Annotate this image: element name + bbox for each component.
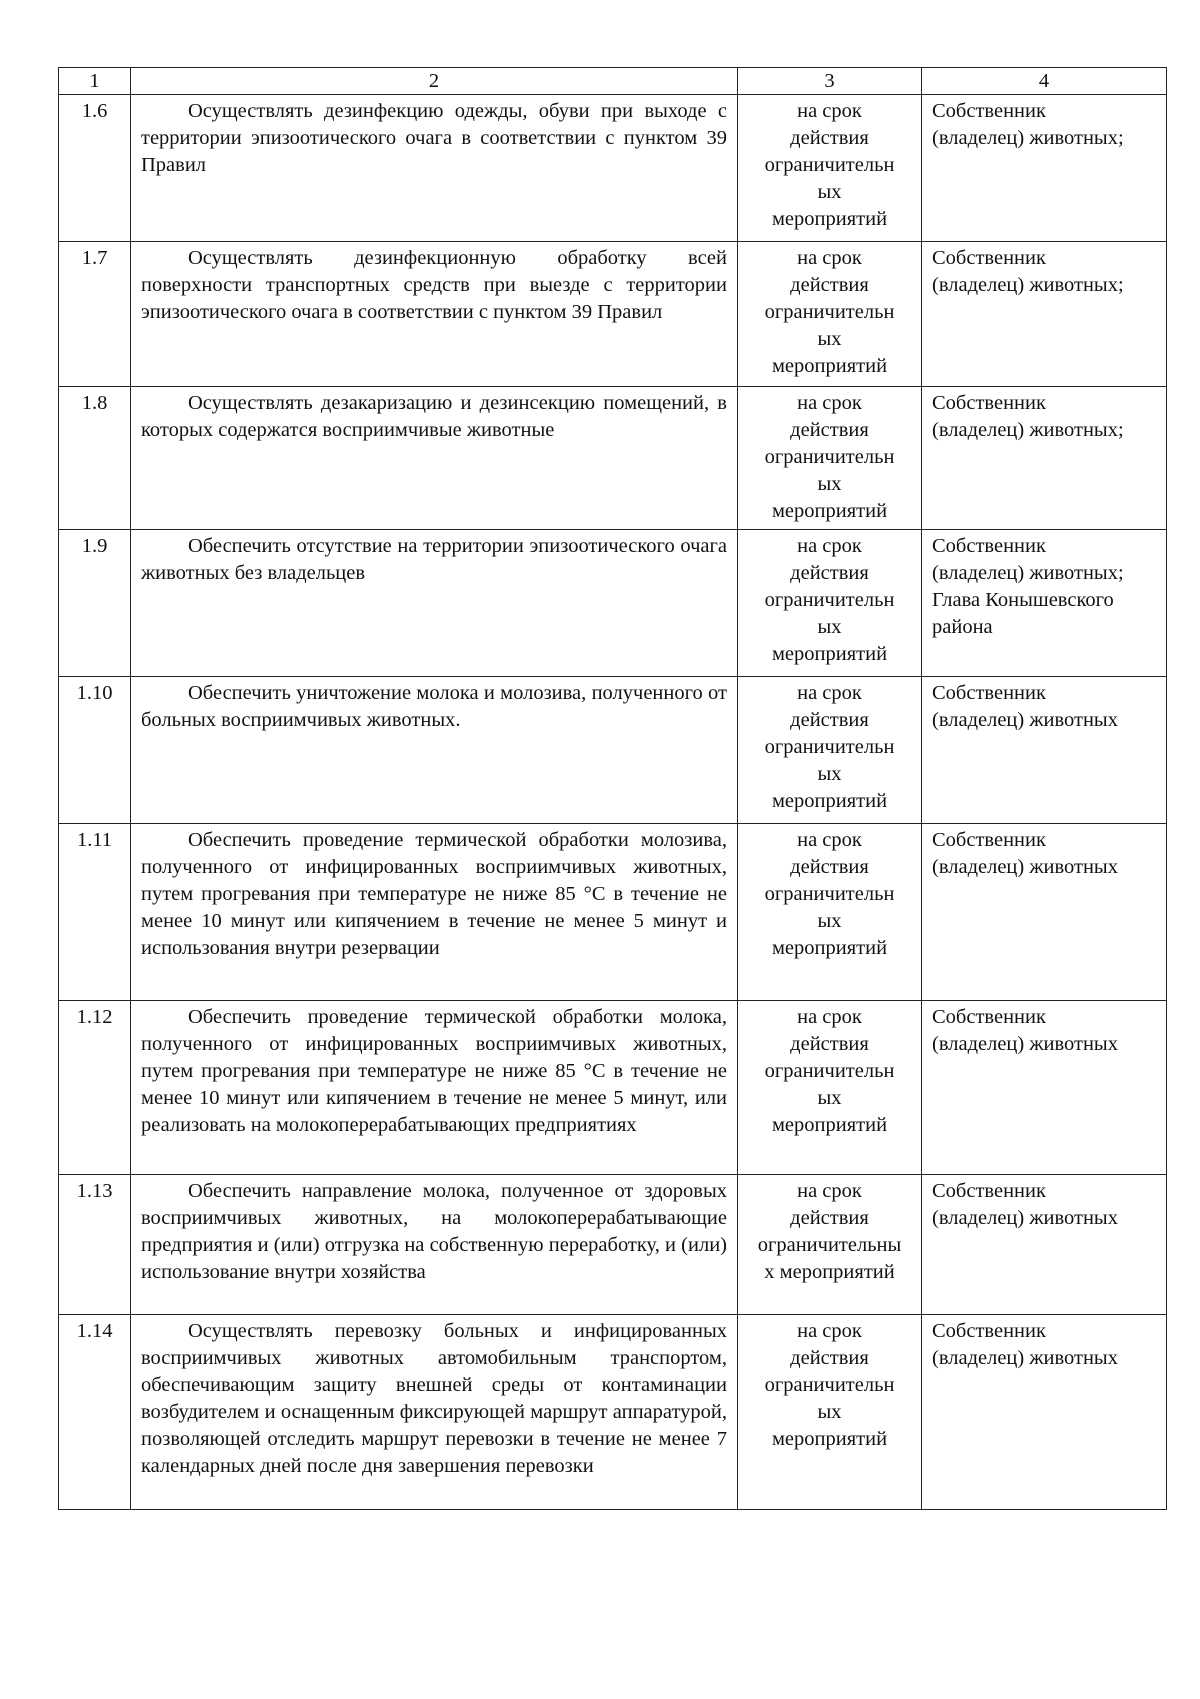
table-row: [59, 530, 1167, 677]
document-page: [58, 67, 1166, 1510]
responsible-line: (владелец) животных: [932, 1347, 1118, 1369]
row-number: 1.10: [59, 677, 131, 824]
term-line: ограничительн: [764, 736, 895, 758]
term-line: на срок: [797, 535, 862, 557]
responsible-cell: [922, 1001, 1167, 1175]
responsible-cell: [922, 1175, 1167, 1315]
term-line: ограничительн: [764, 589, 895, 611]
responsible-cell: [922, 530, 1167, 677]
responsible-line: Собственник: [932, 1180, 1046, 1202]
term-line: действия: [790, 419, 869, 441]
term-line: ых: [817, 616, 842, 638]
responsible-cell: [922, 1315, 1167, 1510]
term-line: ых: [817, 328, 842, 350]
responsible-line: (владелец) животных;: [932, 562, 1124, 584]
table-row: [59, 387, 1167, 530]
responsible-line: (владелец) животных: [932, 856, 1118, 878]
term-cell: [738, 1001, 922, 1175]
responsible-line: (владелец) животных: [932, 1207, 1118, 1229]
term-line: на срок: [797, 100, 862, 122]
term-line: х мероприятий: [764, 1261, 895, 1283]
term-cell: [738, 387, 922, 530]
responsible-line: Собственник: [932, 829, 1046, 851]
responsible-line: Собственник: [932, 100, 1046, 122]
term-line: ых: [817, 1087, 842, 1109]
term-cell: [738, 1175, 922, 1315]
term-line: мероприятий: [771, 355, 888, 377]
measure-description: Обеспечить направление молока, полученное от здоровых восприимчивых животных, на молокоперерабатывающие предприятия и (или) отгрузка на собственную переработку, и (или) использование внутри хозяйства: [141, 1180, 727, 1283]
term-line: мероприятий: [771, 1428, 888, 1450]
responsible-line: Собственник: [932, 1006, 1046, 1028]
measure-description: Обеспечить проведение термической обработки молозива, полученного от инфицированных восприимчивых животных, путем прогревания при температуре не ниже 85 °С в течение не менее 10 минут или кипячением в течение не менее 5 минут и использования внутри резервации: [141, 829, 727, 959]
row-number: 1.14: [59, 1315, 131, 1510]
table-row: [59, 677, 1167, 824]
column-number-2: 2: [131, 68, 738, 95]
measure-description-cell: [131, 677, 738, 824]
term-cell: [738, 824, 922, 1001]
row-number: 1.9: [59, 530, 131, 677]
column-number-row: [59, 68, 1167, 95]
term-line: ограничительн: [764, 301, 895, 323]
column-number-1: 1: [59, 68, 131, 95]
term-line: ых: [817, 763, 842, 785]
term-line: действия: [790, 1207, 869, 1229]
term-line: ых: [817, 910, 842, 932]
responsible-cell: [922, 387, 1167, 530]
responsible-cell: [922, 824, 1167, 1001]
measure-description-cell: [131, 242, 738, 387]
term-line: мероприятий: [771, 790, 888, 812]
term-line: ограничительны: [757, 1234, 902, 1256]
responsible-cell: [922, 242, 1167, 387]
measure-description-cell: [131, 1315, 738, 1510]
measure-description: Осуществлять дезинфекционную обработку всей поверхности транспортных средств при выезде с территории эпизоотического очага в соответствии с пунктом 39 Правил: [141, 247, 727, 323]
term-line: действия: [790, 274, 869, 296]
term-cell: [738, 1315, 922, 1510]
table-row: [59, 1175, 1167, 1315]
table-row: [59, 242, 1167, 387]
term-line: мероприятий: [771, 500, 888, 522]
responsible-line: Собственник: [932, 682, 1046, 704]
measures-table: [58, 67, 1167, 1510]
term-line: ых: [817, 181, 842, 203]
table-row: [59, 1315, 1167, 1510]
term-line: ограничительн: [764, 1060, 895, 1082]
table-row: [59, 824, 1167, 1001]
term-line: на срок: [797, 392, 862, 414]
responsible-line: района: [932, 616, 993, 638]
measure-description-cell: [131, 1001, 738, 1175]
term-line: на срок: [797, 682, 862, 704]
measure-description-cell: [131, 530, 738, 677]
term-line: действия: [790, 127, 869, 149]
row-number: 1.13: [59, 1175, 131, 1315]
measure-description: Обеспечить проведение термической обработки молока, полученного от инфицированных восприимчивых животных, путем прогревания при температуре не ниже 85 °С в течение не менее 10 минут или кипячением в течение не менее 5 минут, или реализовать на молокоперерабатывающих предприятиях: [141, 1006, 727, 1136]
row-number: 1.6: [59, 95, 131, 242]
measure-description-cell: [131, 95, 738, 242]
measure-description: Обеспечить отсутствие на территории эпизоотического очага животных без владельцев: [141, 535, 727, 584]
measure-description: Осуществлять перевозку больных и инфицированных восприимчивых животных автомобильным транспортом, обеспечивающим защиту внешней среды от контаминации возбудителем и оснащенным фиксирующей маршрут аппаратурой, позволяющей отследить маршрут перевозки в течение не менее 7 календарных дней после дня завершения перевозки: [141, 1320, 727, 1477]
responsible-cell: [922, 95, 1167, 242]
responsible-line: Собственник: [932, 1320, 1046, 1342]
measure-description: Обеспечить уничтожение молока и молозива, полученного от больных восприимчивых животных.: [141, 682, 727, 731]
responsible-line: Собственник: [932, 247, 1046, 269]
measure-description: Осуществлять дезинфекцию одежды, обуви при выходе с территории эпизоотического очага в соответствии с пунктом 39 Правил: [141, 100, 727, 176]
term-line: на срок: [797, 829, 862, 851]
measure-description: Осуществлять дезакаризацию и дезинсекцию помещений, в которых содержатся восприимчивые животные: [141, 392, 727, 441]
term-cell: [738, 677, 922, 824]
term-line: на срок: [797, 1180, 862, 1202]
table-row: [59, 1001, 1167, 1175]
term-line: действия: [790, 856, 869, 878]
term-line: действия: [790, 709, 869, 731]
term-line: на срок: [797, 1006, 862, 1028]
measure-description-cell: [131, 824, 738, 1001]
term-line: мероприятий: [771, 937, 888, 959]
responsible-cell: [922, 677, 1167, 824]
row-number: 1.12: [59, 1001, 131, 1175]
term-line: мероприятий: [771, 1114, 888, 1136]
term-line: на срок: [797, 247, 862, 269]
term-line: ограничительн: [764, 1374, 895, 1396]
term-cell: [738, 95, 922, 242]
column-number-3: 3: [738, 68, 922, 95]
measure-description-cell: [131, 1175, 738, 1315]
term-cell: [738, 242, 922, 387]
term-line: действия: [790, 1033, 869, 1055]
responsible-line: (владелец) животных: [932, 709, 1118, 731]
column-number-4: 4: [922, 68, 1167, 95]
responsible-line: Глава Конышевского: [932, 589, 1114, 611]
term-line: ограничительн: [764, 154, 895, 176]
term-line: на срок: [797, 1320, 862, 1342]
responsible-line: (владелец) животных;: [932, 274, 1124, 296]
term-line: ограничительн: [764, 446, 895, 468]
responsible-line: (владелец) животных;: [932, 419, 1124, 441]
measures-table-body: [59, 68, 1167, 1510]
term-line: ых: [817, 473, 842, 495]
responsible-line: (владелец) животных: [932, 1033, 1118, 1055]
term-line: действия: [790, 562, 869, 584]
row-number: 1.11: [59, 824, 131, 1001]
responsible-line: Собственник: [932, 535, 1046, 557]
row-number: 1.7: [59, 242, 131, 387]
table-row: [59, 95, 1167, 242]
term-cell: [738, 530, 922, 677]
term-line: ых: [817, 1401, 842, 1423]
term-line: мероприятий: [771, 643, 888, 665]
term-line: мероприятий: [771, 208, 888, 230]
row-number: 1.8: [59, 387, 131, 530]
responsible-line: Собственник: [932, 392, 1046, 414]
term-line: ограничительн: [764, 883, 895, 905]
measure-description-cell: [131, 387, 738, 530]
responsible-line: (владелец) животных;: [932, 127, 1124, 149]
term-line: действия: [790, 1347, 869, 1369]
